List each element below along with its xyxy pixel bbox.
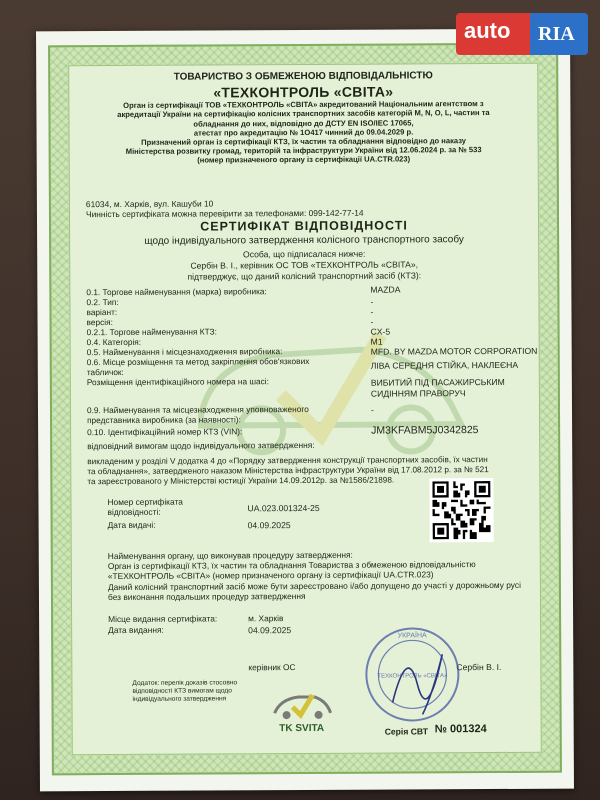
accreditation-line-3: обладнання до них, відповідно до ДСТУ EN ISO/IEC 17065, bbox=[193, 117, 414, 129]
field-label-manufacturer: 0.5. Найменування і місцезнаходження виробника: bbox=[86, 346, 283, 358]
logo-text: TK SVITA bbox=[279, 722, 325, 735]
field-value-vin: JM3KFABM5J0342825 bbox=[371, 424, 479, 437]
accreditation-line-1: Орган із сертифікації ТОВ «ТЕХКОНТРОЛЬ «СВІТА» акредитований Національним агентством з bbox=[123, 99, 484, 111]
issuer-header bbox=[77, 70, 529, 165]
cert-date-value: 04.09.2025 bbox=[247, 520, 291, 531]
field-value-manufacturer: MFD. BY MAZDA MOTOR CORPORATION bbox=[370, 345, 538, 357]
field-label-representative-1: 0.9. Найменування та місцезнаходження уповноваженого bbox=[86, 403, 309, 416]
field-value-category: M1 bbox=[370, 336, 383, 347]
intro-line-2: Сербін В. І., керівник ОС ТОВ «ТЕХКОНТРОЛЬ «СВІТА», bbox=[190, 259, 419, 271]
guilloche-frame bbox=[48, 43, 562, 776]
qr-code[interactable] bbox=[429, 478, 493, 542]
requirements-intro: відповідний вимогам щодо індивідуального затвердження: bbox=[87, 439, 315, 452]
signer-name: Сербін В. І. bbox=[456, 661, 502, 673]
field-label-vin: 0.10. Ідентифікаційний номер КТЗ (VIN): bbox=[87, 426, 243, 438]
autoria-watermark bbox=[456, 13, 588, 55]
issuer-address: 61034, м. Харків, вул. Кашуби 10 bbox=[85, 198, 214, 210]
requirements-line-1: викладеним у розділі V додатка 4 до «Порядку затвердження конструкції транспортних засобів, їх частин bbox=[87, 455, 488, 467]
requirements-line-3: та зареєстрованого у Міністерстві юстиції України 14.09.2012р. за №1586/21898. bbox=[87, 475, 395, 487]
issue-date-value: 04.09.2025 bbox=[248, 625, 292, 636]
accreditation-line-4: атестат про акредитацію № 1О417 чинний до 09.04.2029 р. bbox=[193, 127, 414, 138]
issuer-name: «ТЕХКОНТРОЛЬ «СВІТА» bbox=[213, 83, 394, 101]
field-label-make: 0.1. Торгове найменування (марка) виробника: bbox=[86, 286, 267, 298]
field-value-representative: - bbox=[370, 404, 374, 415]
field-label-vin-location: Розміщення ідентифікаційного номера на шасі: bbox=[86, 376, 269, 388]
intro-line-3: підтверджує, що даний колісний транспортний засіб (КТЗ): bbox=[187, 270, 422, 282]
phone-note: Чинність сертифіката можна перевірити за телефонами: 099-142-77-14 bbox=[85, 207, 364, 220]
field-label-plates-2: табличок: bbox=[86, 366, 124, 378]
requirements-line-2: та обладнання», затвердженого наказом Міністерства інфраструктури України від 17.08.2012 р. за № 521 bbox=[87, 465, 489, 477]
intro-line-1: Особа, що підписалася нижче: bbox=[242, 248, 366, 260]
field-value-variant: - bbox=[370, 306, 374, 317]
field-label-representative-2: представника виробника (за наявності): bbox=[87, 414, 241, 426]
field-label-variant: варіант: bbox=[86, 306, 118, 318]
issue-date-label: Дата видання: bbox=[108, 624, 164, 636]
autoria-logo-ria: RIA bbox=[538, 23, 575, 45]
tk-svita-logo bbox=[268, 685, 334, 735]
field-value-plates: ЛІВА СЕРЕДНЯ СТІЙКА, НАКЛЕЄНА bbox=[370, 359, 519, 371]
designation-line-3: (номер призначеного органу із сертифікації UA.CTR.023) bbox=[197, 154, 411, 165]
stamp-text-top: УКРАЇНА bbox=[397, 632, 427, 640]
official-stamp bbox=[362, 624, 463, 725]
stamp-text-mid: ТЕХКОНТРОЛЬ «СВІТА» bbox=[377, 673, 448, 680]
field-value-trade-name: CX-5 bbox=[370, 326, 391, 337]
organ-heading: Найменування органу, що виконував процедуру затвердження: bbox=[107, 549, 353, 562]
signer-role: керівник ОС bbox=[248, 662, 296, 673]
organ-line-2: «ТЕХКОНТРОЛЬ «СВІТА» (номер призначеного органу із сертифікації UA.CTR.023) bbox=[107, 569, 434, 582]
organ-line-4: без виконання подальших процедур затвердження bbox=[107, 590, 306, 603]
field-label-type: 0.2. Тип: bbox=[86, 296, 119, 308]
issue-place-label: Місце видання сертифіката: bbox=[108, 613, 218, 625]
field-value-type: - bbox=[370, 296, 374, 307]
cert-number-value: UA.023.001324-25 bbox=[247, 502, 320, 514]
field-label-trade-name: 0.2.1. Торгове найменування КТЗ: bbox=[86, 326, 217, 338]
organ-line-1: Орган із сертифікації КТЗ, їх частин та обладнання Товариства з обмеженою відповідальністю bbox=[107, 559, 476, 572]
cert-number-label-1: Номер сертифіката bbox=[107, 496, 183, 508]
series-number: № 001324 bbox=[434, 723, 487, 736]
certificate-sheet bbox=[36, 29, 574, 792]
field-value-vin-location-1: ВИБИТИЙ ПІД ПАСАЖИРСЬКИМ bbox=[370, 376, 505, 388]
accreditation-line-2: акредитації України на сертифікацію колісних транспортних засобів категорій M, N, O, L, частин та bbox=[117, 108, 490, 120]
certificate-body bbox=[68, 63, 542, 755]
field-label-plates-1: 0.6. Місце розміщення та метод закріплення обов'язкових bbox=[86, 355, 310, 368]
autoria-logo-auto: auto bbox=[464, 18, 511, 43]
field-value-make: MAZDA bbox=[370, 284, 401, 295]
field-label-version: версія: bbox=[86, 317, 113, 328]
footnote-line-3: індивідуального затвердження bbox=[132, 695, 227, 703]
footnote-line-2: відповідності КТЗ вимогам щодо bbox=[132, 687, 232, 695]
cert-number-label-2: відповідності: bbox=[107, 506, 161, 518]
designation-line-1: Призначений орган із сертифікації КТЗ, їх частин та обладнання відповідно до наказу bbox=[141, 135, 467, 147]
series-label: Серія СВТ bbox=[384, 726, 429, 737]
designation-line-2: Міністерства розвитку громад, територій та інфраструктури України від 12.06.2024 р. за № 533 bbox=[125, 144, 482, 156]
issuer-type: ТОВАРИСТВО З ОБМЕЖЕНОЮ ВІДПОВІДАЛЬНІСТЮ bbox=[173, 70, 433, 83]
field-value-version: - bbox=[370, 316, 374, 327]
certificate-subtitle: щодо індивідуального затвердження колісного транспортного засобу bbox=[144, 234, 464, 247]
footnote-line-1: Додаток: перелік доказів стосовно bbox=[132, 679, 238, 687]
cert-date-label: Дата видачі: bbox=[107, 519, 156, 531]
field-label-category: 0.4. Категорія: bbox=[86, 336, 142, 348]
issue-place-value: м. Харків bbox=[248, 613, 284, 624]
organ-line-3: Даний колісний транспортний засіб може бути зареєстровано і/або допущено до участі у дорожньому русі bbox=[107, 579, 521, 593]
field-value-vin-location-2: СИДІННЯМ ПРАВОРУЧ bbox=[370, 388, 466, 399]
certificate-title: СЕРТИФІКАТ ВІДПОВІДНОСТІ bbox=[200, 218, 408, 234]
